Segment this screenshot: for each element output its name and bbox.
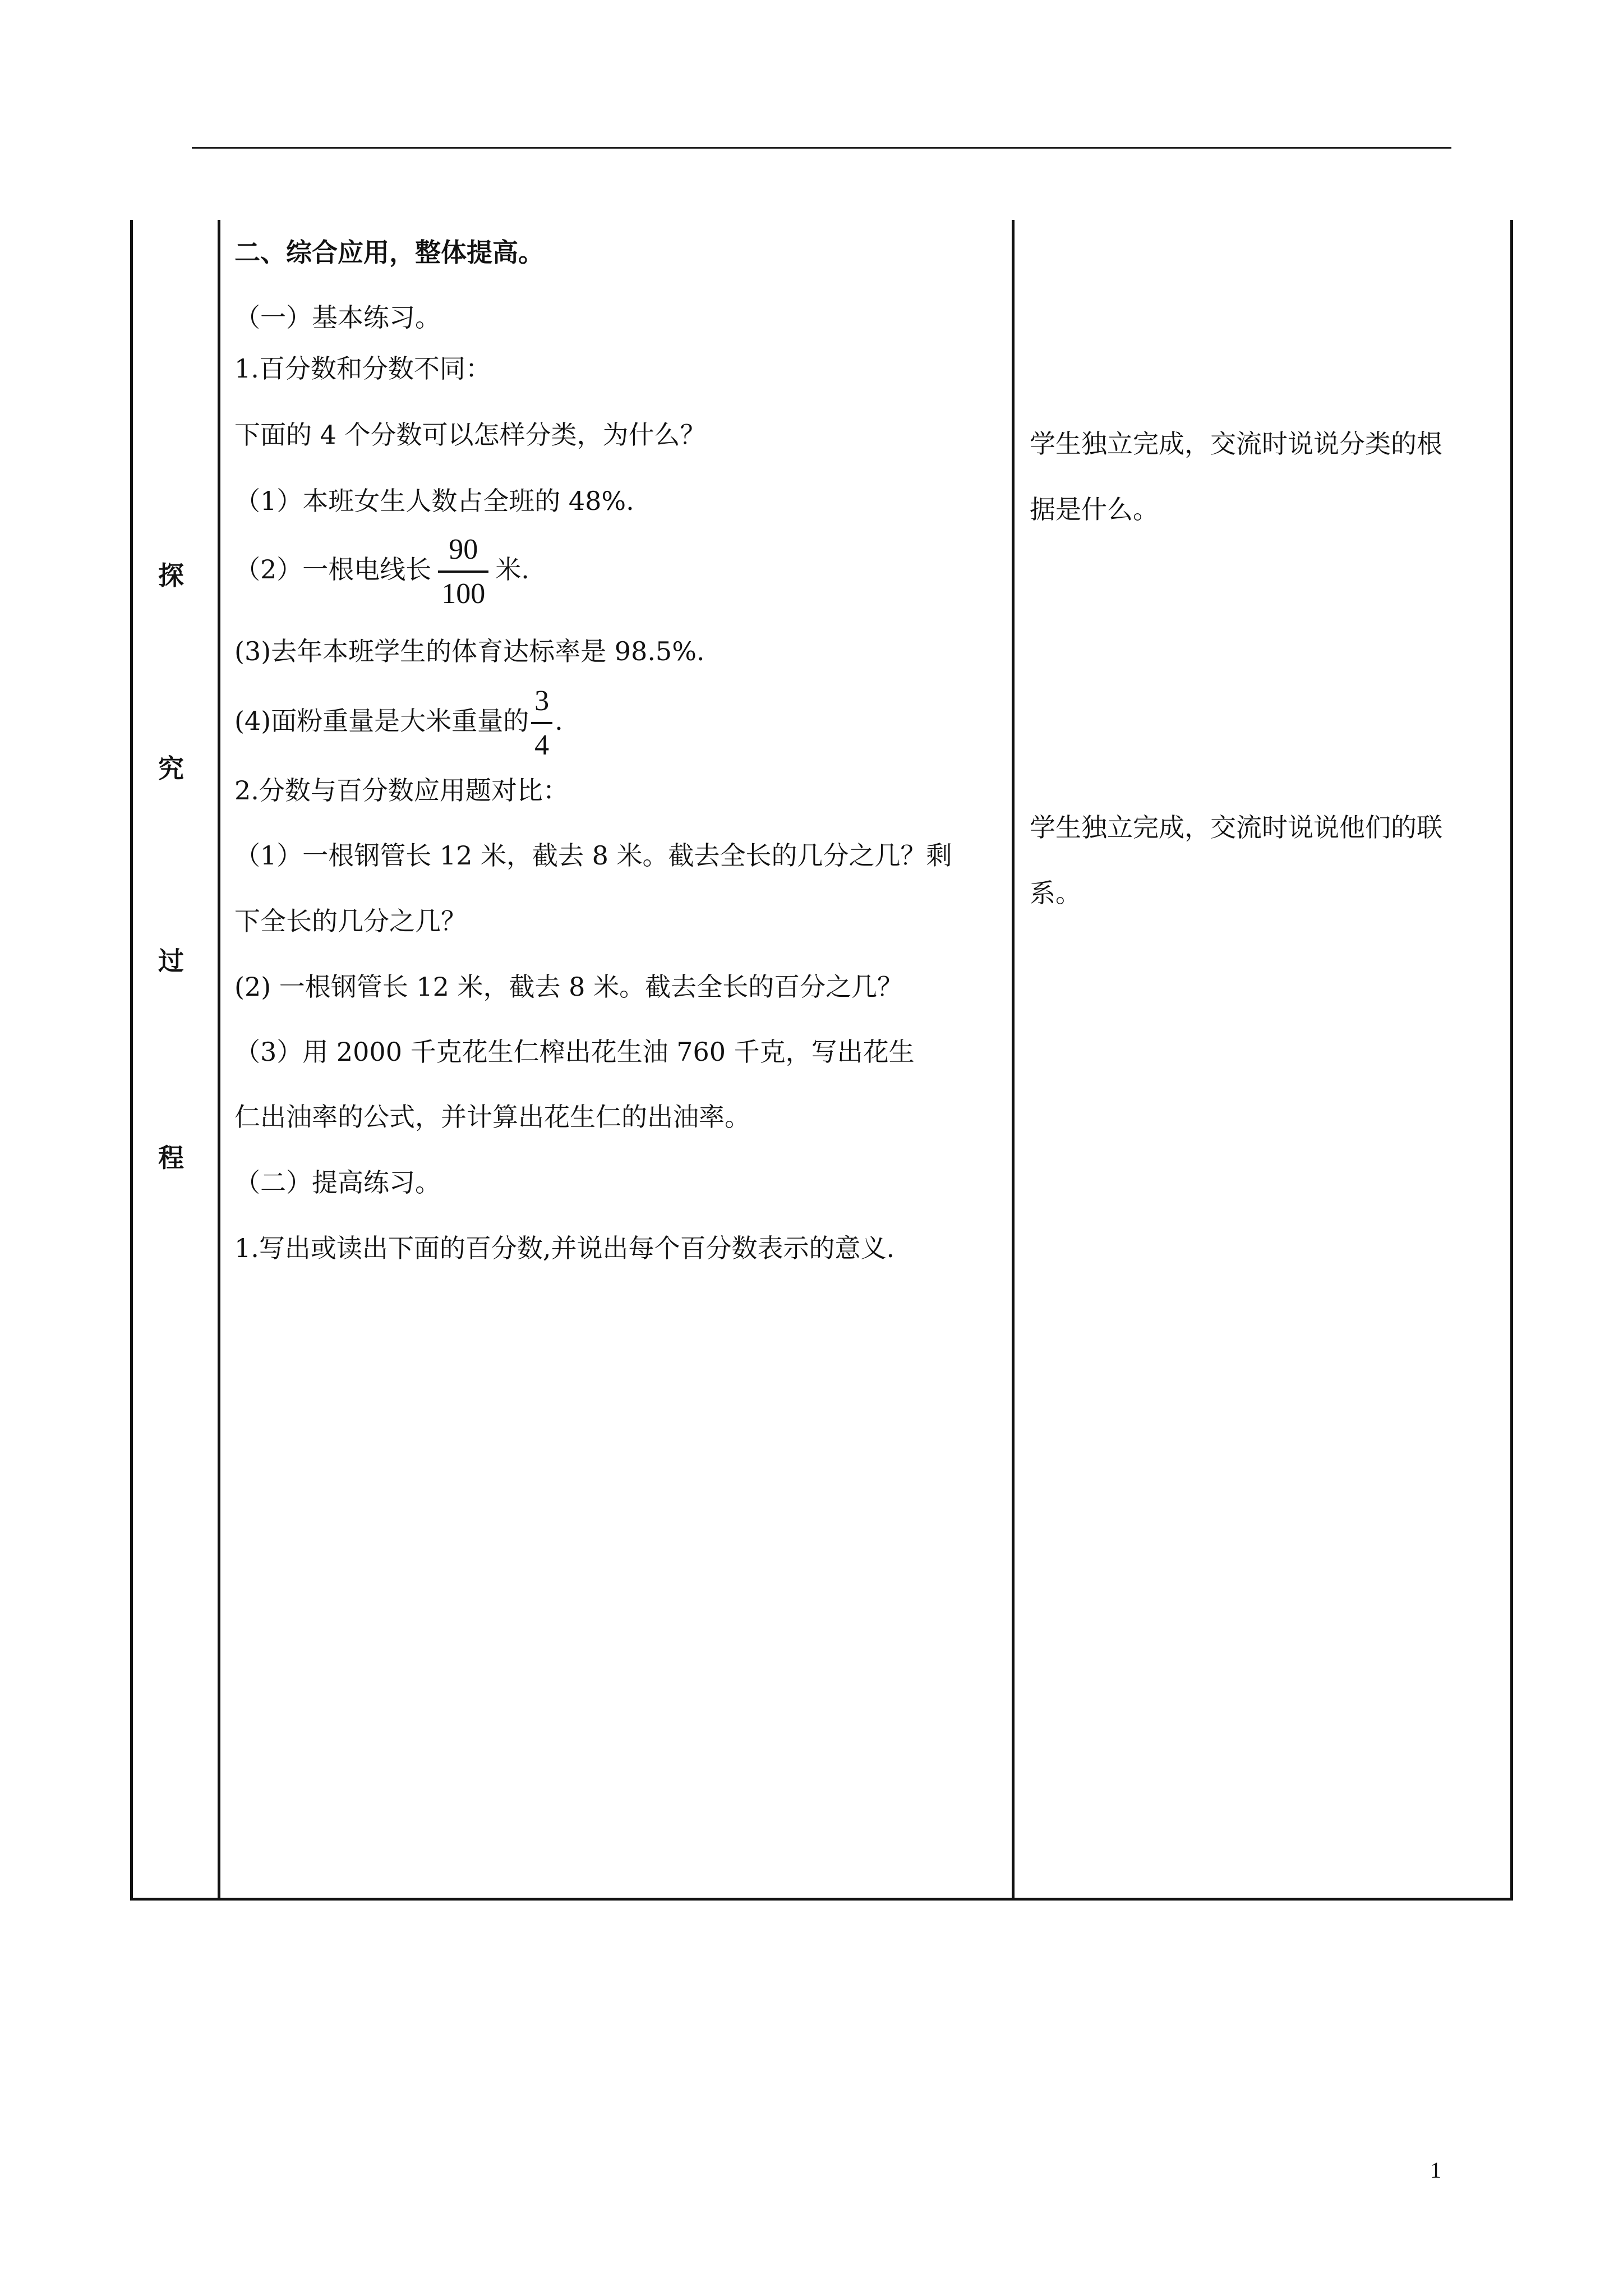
fraction-numerator: 3	[531, 684, 552, 724]
table-divider-2	[1012, 220, 1015, 1901]
side-label-char-3: 过	[158, 946, 184, 976]
side-label-char-1: 探	[158, 560, 184, 591]
basic-practice-label: （一）基本练习。	[234, 302, 441, 333]
q2-item-3-line-2: 仁出油率的公式，并计算出花生仁的出油率。	[234, 1102, 750, 1132]
fraction-denominator: 100	[441, 578, 486, 610]
q1-item-4	[234, 684, 563, 762]
q2-item-1-line-2: 下全长的几分之几？	[234, 906, 467, 936]
note-2-line-2: 系。	[1030, 878, 1081, 908]
fraction-90-100	[438, 533, 488, 610]
q1-item-3: (3)去年本班学生的体育达标率是 98.5%.	[234, 636, 705, 666]
q1-item-4-period: .	[555, 706, 563, 736]
q2-item-2: (2) 一根钢管长 12 米，截去 8 米。截去全长的百分之几？	[234, 972, 903, 1002]
q1-item-4-text: (4)面粉重量是大米重量的	[234, 706, 529, 736]
fraction-denominator: 4	[534, 729, 550, 761]
table-border-left	[130, 220, 133, 1901]
side-label-char-4: 程	[158, 1143, 184, 1173]
q1-item-2-unit: 米.	[495, 554, 529, 585]
q3-text: 1.写出或读出下面的百分数,并说出每个百分数表示的意义.	[234, 1233, 895, 1263]
q2-item-1-line-1: （1）一根钢管长 12 米，截去 8 米。截去全长的几分之几？剩	[234, 840, 952, 871]
note-1-line-2: 据是什么。	[1030, 494, 1159, 524]
advanced-practice-label: （二）提高练习。	[234, 1167, 441, 1198]
q2-item-3-line-1: （3）用 2000 千克花生仁榨出花生油 760 千克，写出花生	[234, 1037, 915, 1067]
header-rule	[192, 147, 1451, 149]
side-label-char-2: 究	[158, 753, 184, 784]
fraction-3-4	[531, 684, 552, 762]
q1-title: 1.百分数和分数不同：	[234, 353, 491, 384]
table-border-right	[1510, 220, 1513, 1901]
section-heading: 二、综合应用，整体提高。	[234, 237, 544, 268]
q1-prompt: 下面的 4 个分数可以怎样分类，为什么？	[234, 420, 706, 450]
q1-item-2-text: （2）一根电线长	[234, 554, 432, 585]
table-divider-1	[218, 220, 220, 1901]
q2-title: 2.分数与百分数应用题对比：	[234, 775, 569, 806]
q1-item-1: （1）本班女生人数占全班的 48%.	[234, 486, 634, 516]
note-2-line-1: 学生独立完成，交流时说说他们的联	[1030, 812, 1442, 843]
page-number: 1	[1430, 2157, 1441, 2183]
fraction-numerator: 90	[438, 533, 488, 573]
table-border-bottom	[130, 1898, 1513, 1901]
q1-item-2	[234, 533, 529, 610]
note-1-line-1: 学生独立完成，交流时说说分类的根	[1030, 429, 1442, 459]
